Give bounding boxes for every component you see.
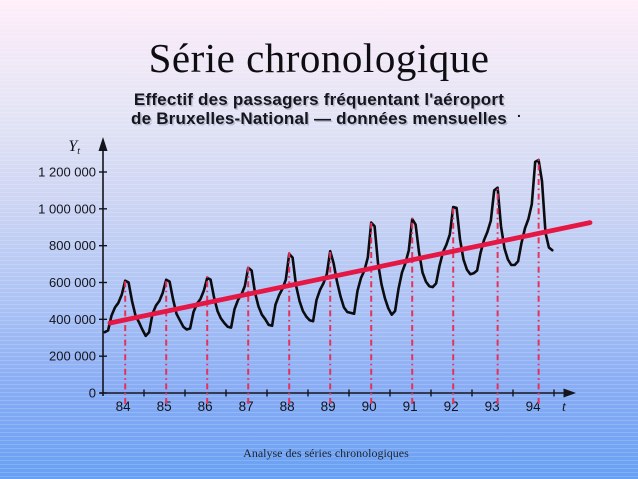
y-axis-tick-label: 400 000 [49,311,96,327]
y-axis-arrow [99,137,108,151]
x-axis-tick-label: 84 [115,399,131,414]
x-axis-title: t [562,400,566,415]
x-axis-tick-label: 93 [484,399,500,414]
x-axis-tick-label: 87 [238,399,254,414]
subtitle-line-1: Effectif des passagers fréquentant l'aéroport [133,90,505,109]
x-axis-tick-label: 91 [402,399,418,414]
x-axis-arrow [564,389,577,398]
x-axis-tick-label: 89 [320,399,336,414]
x-axis-tick-label: 88 [279,399,295,414]
y-axis-tick-label: 600 000 [49,275,96,290]
subtitle-line-2: de Bruxelles-National — données mensuelles [131,109,507,128]
y-axis-tick-label: 0 [88,385,96,401]
chart-subtitle [0,90,638,128]
x-axis-tick-label: 90 [361,399,377,414]
page-title: Série chronologique [148,35,490,81]
slide-footer: Analyse des séries chronologiques [243,446,409,460]
y-axis-tick-label: 1 200 000 [38,164,96,180]
y-axis-tick-label: 800 000 [49,238,96,254]
y-axis-tick-label: 1 000 000 [38,201,96,217]
x-axis-tick-label: 92 [443,399,459,414]
stray-period: . [517,104,521,120]
trend-line [110,223,590,323]
y-axis-tick-label: 200 000 [49,348,96,364]
y-axis-title: Yt [68,138,80,157]
x-axis-tick-label: 94 [525,399,541,414]
x-axis-tick-label: 86 [197,399,213,414]
x-axis-tick-label: 85 [156,399,172,414]
